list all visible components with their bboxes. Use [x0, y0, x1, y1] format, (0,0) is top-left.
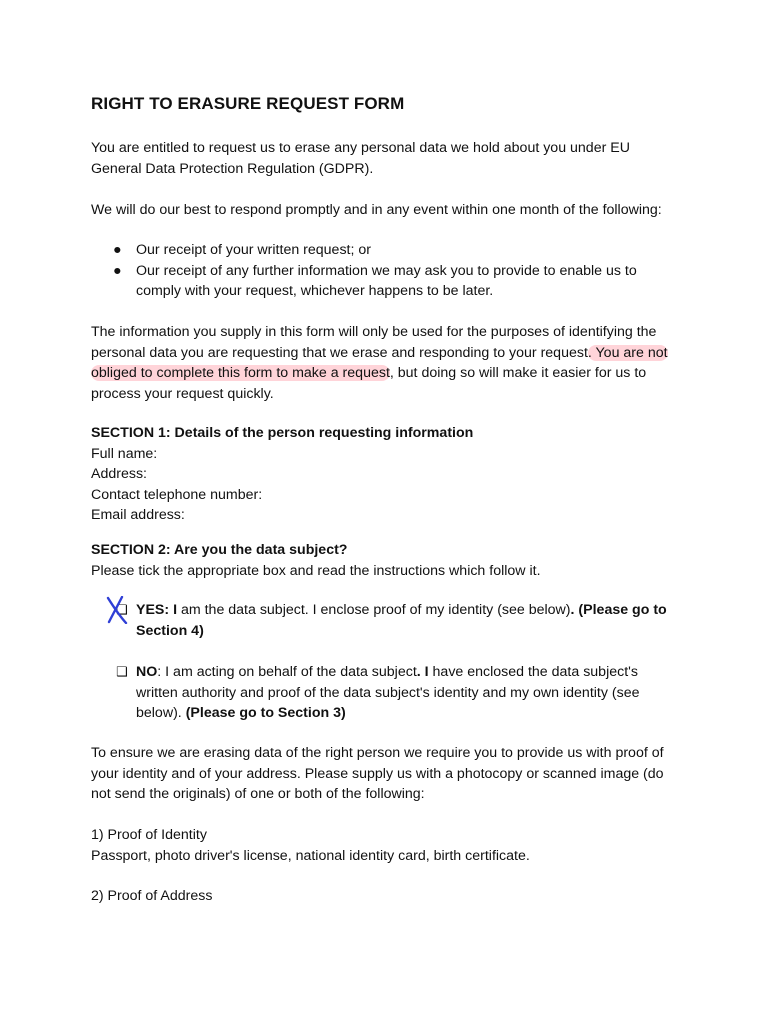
option-no-text: [136, 662, 673, 724]
option-yes-body: am the data subject. I enclose proof of my identity (see below): [177, 602, 571, 618]
proof-of-identity-heading: 1) Proof of Identity: [91, 827, 207, 843]
option-no-label: NO: [136, 664, 158, 680]
bullet-icon: ●: [113, 262, 122, 279]
option-no-period: . I: [416, 664, 429, 680]
option-no[interactable]: [113, 662, 673, 724]
option-yes-period: .: [570, 602, 575, 618]
option-yes-instruction: Section 4): [136, 622, 204, 639]
info-line: process your request quickly.: [91, 385, 274, 402]
option-yes-text: [136, 600, 673, 641]
conditions-list: [91, 240, 637, 302]
proof-line: your identity and of your address. Please supply us with a photocopy or scanned image (do: [91, 765, 664, 782]
info-text: personal data you are requesting that we erase and responding to your request: [91, 344, 588, 361]
info-paragraph: [91, 322, 711, 404]
option-no-body: have enclosed the data subject's: [428, 664, 638, 680]
option-no-body: written authority and proof of the data subject's identity and my own identity (see: [136, 684, 640, 701]
form-title: RIGHT TO ERASURE REQUEST FORM: [91, 94, 405, 113]
option-no-body: below).: [136, 705, 186, 721]
proof-of-identity: [91, 825, 691, 866]
respond-paragraph: We will do our best to respond promptly and in any event within one month of the following:: [91, 202, 662, 218]
list-item-text: Our receipt of any further information we may ask you to provide to enable us to: [136, 262, 637, 279]
list-item: [91, 240, 637, 261]
section-2-heading: SECTION 2: Are you the data subject?: [91, 542, 348, 558]
info-line: The information you supply in this form will only be used for the purposes of identifying the: [91, 324, 657, 340]
option-no-body: : I am acting on behalf of the data subject: [157, 664, 417, 680]
proof-of-identity-text: Passport, photo driver's license, national identity card, birth certificate.: [91, 847, 530, 864]
option-yes-label: YES:: [136, 602, 170, 618]
field-label-address: Address:: [91, 466, 147, 482]
list-item-text: Our receipt of your written request; or: [136, 242, 371, 258]
info-text: , but doing so will make it easier for us to: [389, 365, 647, 381]
field-label-full-name: Full name:: [91, 445, 158, 462]
proof-line: To ensure we are erasing data of the right person we require you to provide us with proof of: [91, 745, 664, 761]
option-yes-pronoun: I: [169, 602, 178, 618]
section-2-instruction: Please tick the appropriate box and read the instructions which follow it.: [91, 562, 541, 579]
section-1-heading: SECTION 1: Details of the person requesting information: [91, 425, 474, 441]
highlighted-text: . You are not: [587, 344, 668, 361]
checkbox-icon[interactable]: ❑: [116, 664, 128, 679]
bullet-icon: ●: [113, 242, 122, 258]
option-yes[interactable]: [113, 600, 673, 641]
highlighted-text: obliged to complete this form to make a request: [91, 365, 390, 381]
list-item-text: comply with your request, whichever happens to be later.: [136, 283, 494, 299]
proof-of-address: [91, 886, 691, 907]
intro-line: General Data Protection Regulation (GDPR).: [91, 160, 374, 177]
handwritten-x-mark-icon: [105, 596, 129, 624]
option-yes-instruction: (Please go to: [574, 602, 667, 618]
info-line: [91, 363, 711, 384]
info-line: [91, 343, 711, 364]
proof-line: not send the originals) of one or both of the following:: [91, 786, 425, 802]
section-2: [91, 540, 691, 581]
field-label-telephone: Contact telephone number:: [91, 486, 263, 503]
proof-of-address-heading: 2) Proof of Address: [91, 888, 213, 904]
intro-line: You are entitled to request us to erase any personal data we hold about you under EU: [91, 140, 630, 156]
section-1: [91, 423, 691, 526]
intro-paragraph: [91, 138, 691, 179]
list-item: [91, 261, 637, 302]
checkbox-icon[interactable]: ❑: [116, 602, 128, 617]
proof-paragraph: [91, 743, 711, 805]
option-no-instruction: (Please go to Section 3): [185, 705, 346, 721]
field-label-email: Email address:: [91, 507, 185, 523]
